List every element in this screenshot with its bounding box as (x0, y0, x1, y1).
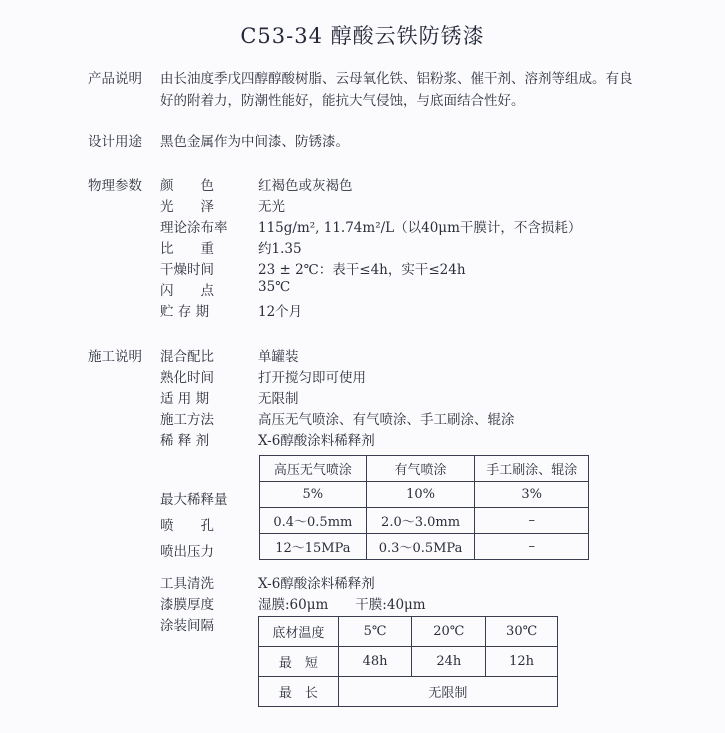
param-value-density: 约1.35 (258, 241, 302, 257)
param-label-density: 比 重 (160, 241, 214, 257)
param-label-gloss: 光 泽 (160, 199, 214, 215)
param-label-color: 颜 色 (160, 178, 214, 194)
recoat-interval-table (258, 616, 558, 707)
temp-20: 20℃ (412, 617, 486, 647)
max-thinning-brush: 3% (475, 482, 589, 508)
table-row (259, 677, 558, 707)
table-row (259, 617, 558, 647)
param-value-drying: 23 ± 2℃：表干≤4h，实干≤24h (258, 262, 466, 278)
usage-text: 黑色金属作为中间漆、防锈漆。 (160, 134, 349, 150)
app-value-induction: 打开搅匀即可使用 (258, 370, 366, 386)
substrate-temp-label: 底材温度 (259, 617, 339, 647)
pressure-brush: – (475, 534, 589, 560)
max-thinning-airless: 5% (260, 482, 367, 508)
table-row (260, 482, 589, 508)
app-label-mix: 混合配比 (160, 349, 214, 365)
app-label-method: 施工方法 (160, 412, 214, 428)
app-value-cleaning: X-6醇酸涂料稀释剂 (258, 576, 375, 592)
param-label-coverage: 理论涂布率 (160, 220, 228, 236)
app-value-potlife: 无限制 (258, 391, 299, 407)
app-label-recoat-interval: 涂装间隔 (160, 618, 214, 634)
nozzle-air: 2.0～3.0mm (366, 508, 475, 534)
pressure-air: 0.3～0.5MPa (366, 534, 475, 560)
param-value-flashpoint: 35℃ (258, 279, 291, 295)
app-label-potlife: 适 用 期 (160, 391, 210, 407)
method-table (259, 455, 589, 560)
param-value-gloss: 无光 (258, 199, 285, 215)
header-air-spray: 有气喷涂 (366, 456, 475, 482)
app-label-film-thickness: 漆膜厚度 (160, 597, 214, 613)
app-label-thinner: 稀 释 剂 (160, 433, 210, 449)
max-interval-value: 无限制 (338, 677, 557, 707)
param-value-color: 红褐色或灰褐色 (258, 178, 353, 194)
nozzle-brush: – (475, 508, 589, 534)
page-title: C53-34 醇酸云铁防锈漆 (240, 24, 485, 48)
param-label-shelf-life: 贮 存 期 (160, 304, 210, 320)
table-row (260, 534, 589, 560)
min-interval-30: 12h (486, 647, 558, 677)
product-description-line2: 好的附着力，防潮性能好，能抗大气侵蚀，与底面结合性好。 (160, 93, 525, 109)
nozzle-airless: 0.4～0.5mm (260, 508, 367, 534)
physical-params-label: 物理参数 (88, 178, 142, 194)
header-airless-spray: 高压无气喷涂 (260, 456, 367, 482)
row-label-max-thinning: 最大稀释量 (160, 492, 228, 508)
application-label: 施工说明 (88, 349, 142, 365)
method-table-header (260, 456, 589, 482)
min-interval-label: 最 短 (259, 647, 339, 677)
param-label-drying: 干燥时间 (160, 262, 214, 278)
max-interval-label: 最 长 (259, 677, 339, 707)
app-value-method: 高压无气喷涂、有气喷涂、手工刷涂、辊涂 (258, 412, 515, 428)
param-label-flashpoint: 闪 点 (160, 283, 214, 299)
table-row (260, 508, 589, 534)
app-value-mix: 单罐装 (258, 349, 299, 365)
app-value-thinner: X-6醇酸涂料稀释剂 (258, 433, 375, 449)
row-label-pressure: 喷出压力 (160, 544, 214, 560)
min-interval-20: 24h (412, 647, 486, 677)
row-label-nozzle: 喷 孔 (160, 518, 214, 534)
table-row (259, 647, 558, 677)
header-brush-roller: 手工刷涂、辊涂 (475, 456, 589, 482)
param-value-coverage: 115g/m², 11.74m²/L（以40μm干膜计，不含损耗） (258, 220, 582, 236)
min-interval-5: 48h (338, 647, 412, 677)
pressure-airless: 12～15MPa (260, 534, 367, 560)
app-label-induction: 熟化时间 (160, 370, 214, 386)
temp-5: 5℃ (338, 617, 412, 647)
usage-label: 设计用途 (88, 134, 142, 150)
max-thinning-air: 10% (366, 482, 475, 508)
temp-30: 30℃ (486, 617, 558, 647)
param-value-shelf-life: 12个月 (258, 304, 303, 320)
product-description-label: 产品说明 (88, 71, 142, 87)
product-description-line1: 由长油度季戊四醇醇酸树脂、云母氧化铁、铝粉浆、催干剂、溶剂等组成。有良 (160, 71, 633, 87)
app-label-cleaning: 工具清洗 (160, 576, 214, 592)
app-value-film-thickness: 湿膜:60μm 干膜:40μm (258, 597, 426, 613)
